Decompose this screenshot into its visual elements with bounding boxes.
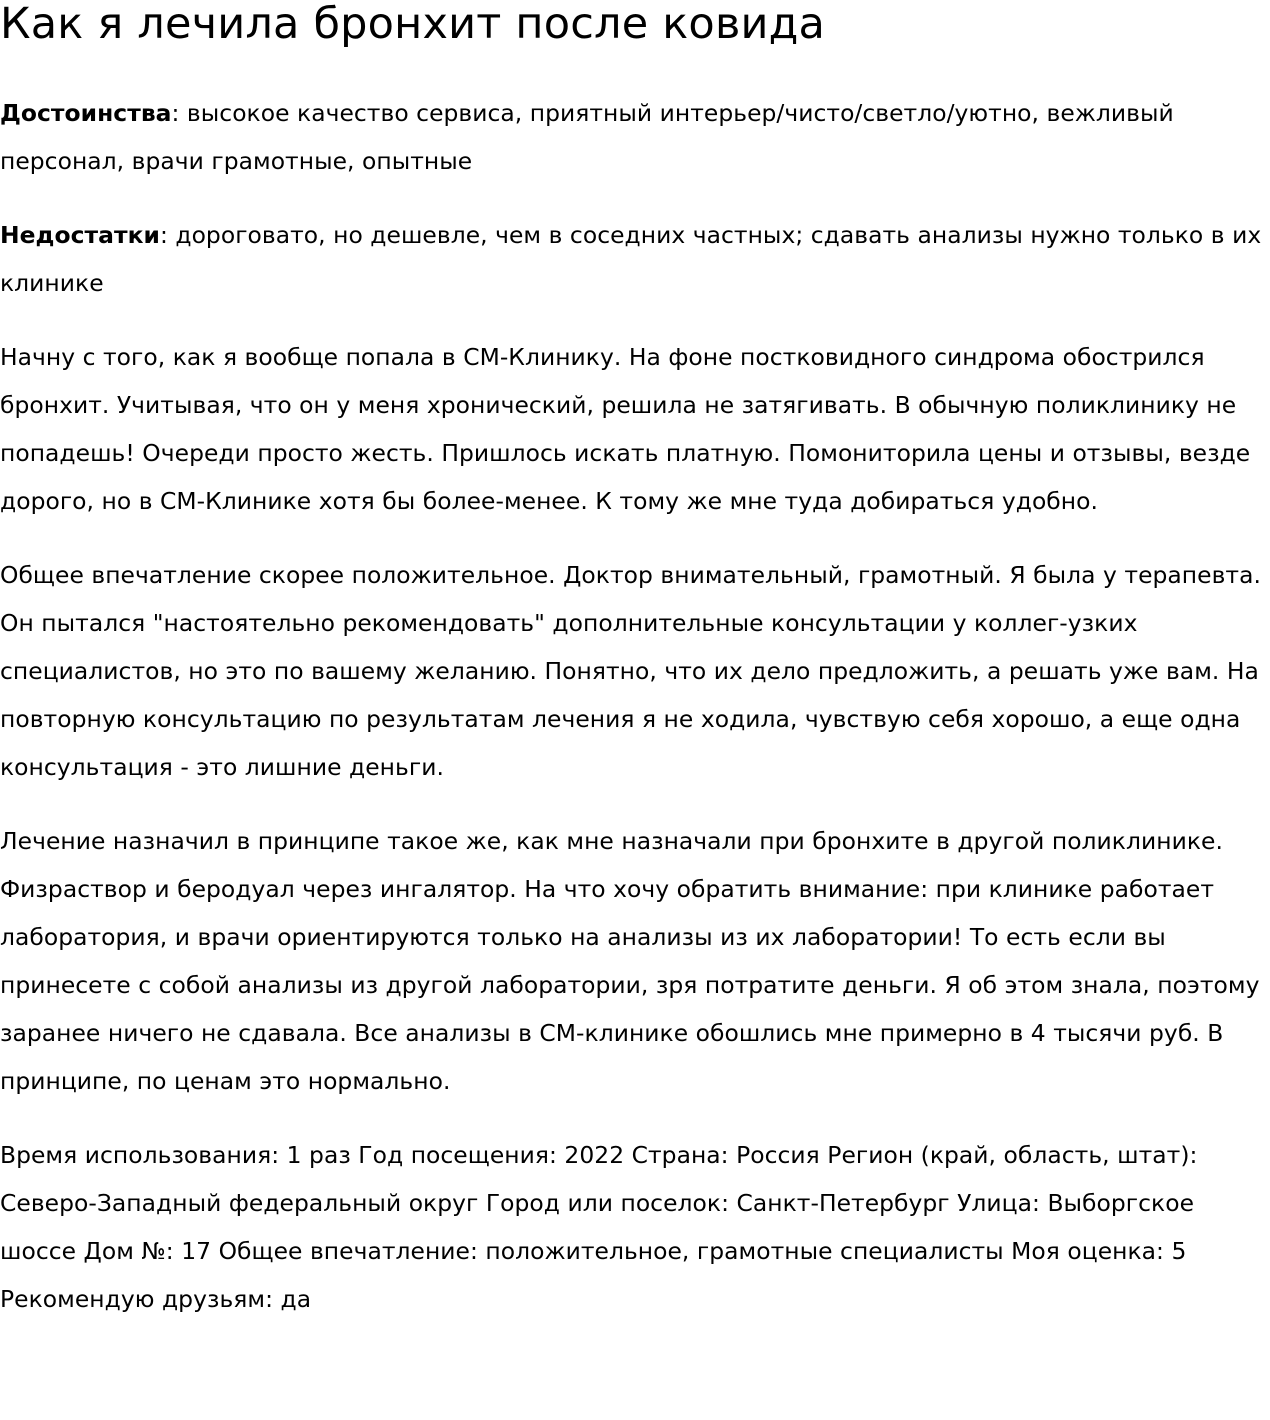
review-title: Как я лечила бронхит после ковида: [0, 0, 826, 49]
review-paragraph-3: Лечение назначил в принципе такое же, как мне назначали при бронхите в другой поликлинике. Физраствор и беродуал через ингалятор. На что хочу обратить внимание: при клинике работает лаборатория, и врачи ориентируются только на анализы из их лаборатории! То есть если вы принесете с собой анализы из другой лаборатории, зря потратите деньги. Я об этом знала, поэтому заранее ничего не сдавала. Все анализы в СМ-клинике обошлись мне примерно в 4 тысячи руб. В принципе, по ценам это нормально.: [0, 827, 1260, 1095]
cons-text: : дороговато, но дешевле, чем в соседних частных; сдавать анализы нужно только в их клинике: [0, 221, 1262, 297]
pros-section: [0, 89, 1270, 185]
recommend-line: Рекомендую друзьям: да: [0, 1285, 312, 1313]
review-paragraph-1: Начну с того, как я вообще попала в СМ-Клинику. На фоне постковидного синдрома обострился бронхит. Учитывая, что он у меня хронический, решила не затягивать. В обычную поликлинику не попадешь! Очереди просто жесть. Пришлось искать платную. Помониторила цены и отзывы, везде дорого, но в СМ-Клинике хотя бы более-менее. К тому же мне туда добираться удобно.: [0, 343, 1251, 515]
pros-label: Достоинства: [0, 99, 172, 127]
cons-label: Недостатки: [0, 221, 160, 249]
review-paragraph-2: Общее впечатление скорее положительное. Доктор внимательный, грамотный. Я была у терапевта. Он пытался "настоятельно рекомендовать" дополнительные консультации у коллег-узких специалистов, но это по вашему желанию. Понятно, что их дело предложить, а решать уже вам. На повторную консультацию по результатам лечения я не ходила, чувствую себя хорошо, а еще одна консультация - это лишние деньги.: [0, 561, 1261, 781]
review-details: Время использования: 1 раз Год посещения: 2022 Страна: Россия Регион (край, область, штат): Северо-Западный федеральный округ Город или поселок: Санкт-Петербург Улица: Выборгское шоссе Дом №: 17 Общее впечатление: положительное, грамотные специалисты Моя оценка: 5: [0, 1141, 1198, 1265]
pros-text: : высокое качество сервиса, приятный интерьер/чисто/светло/уютно, вежливый персонал, врачи грамотные, опытные: [0, 99, 1174, 175]
cons-section: [0, 211, 1270, 307]
